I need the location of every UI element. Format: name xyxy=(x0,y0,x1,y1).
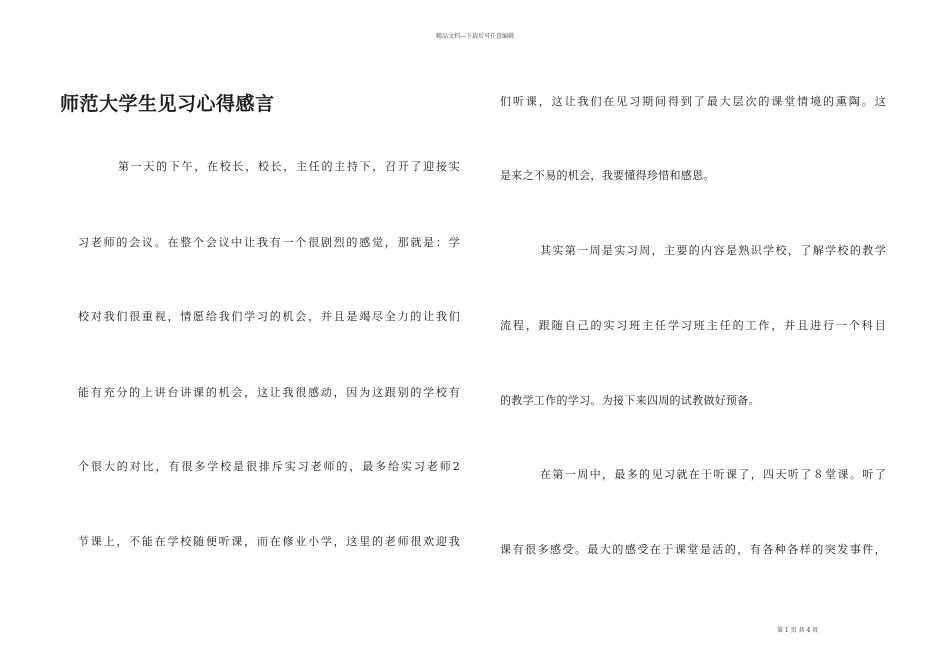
paragraph-line: 在第一周中，最多的见习就在于听课了，四天听了８堂课。听了 xyxy=(540,468,886,481)
page-footer: 第 1 页 共 4 页 xyxy=(777,627,819,634)
paragraph-line: 课有很多感受。最大的感受在于课堂是活的，有各种各样的突发事件， xyxy=(500,543,886,556)
paragraph-line: 校对我们很重视，情愿给我们学习的机会，并且是竭尽全力的让我们 xyxy=(78,310,460,323)
paragraph-line: 是来之不易的机会，我要懂得珍惜和感恩。 xyxy=(500,169,715,182)
paragraph-line: 能有充分的上讲台讲课的机会，这让我很感动，因为这跟别的学校有 xyxy=(78,386,460,399)
paragraph-line: 的教学工作的学习。为接下来四周的试教做好预备。 xyxy=(500,394,760,407)
paragraph-line: 习老师的会议。在整个会议中让我有一个很剧烈的感觉，那就是：学 xyxy=(78,236,460,249)
header-note: 精品文档---下载后可任意编辑 xyxy=(435,33,515,40)
paragraph-line: 们听课，这让我们在见习期间得到了最大层次的课堂情境的熏陶。这 xyxy=(500,95,886,108)
paragraph-line: 第一天的下午，在校长，校长，主任的主持下，召开了迎接实 xyxy=(118,160,460,173)
paragraph-line: 流程，跟随自己的实习班主任学习班主任的工作，并且进行一个科目 xyxy=(500,319,886,332)
paragraph-line: 其实第一周是实习周，主要的内容是熟识学校，了解学校的教学 xyxy=(540,244,886,257)
paragraph-line: 个很大的对比，有很多学校是很排斥实习老师的，最多给实习老师2 xyxy=(78,460,460,473)
paragraph-line: 节课上，不能在学校随便听课，而在修业小学，这里的老师很欢迎我 xyxy=(78,535,460,548)
document-title: 师范大学生见习心得感言 xyxy=(60,93,275,115)
